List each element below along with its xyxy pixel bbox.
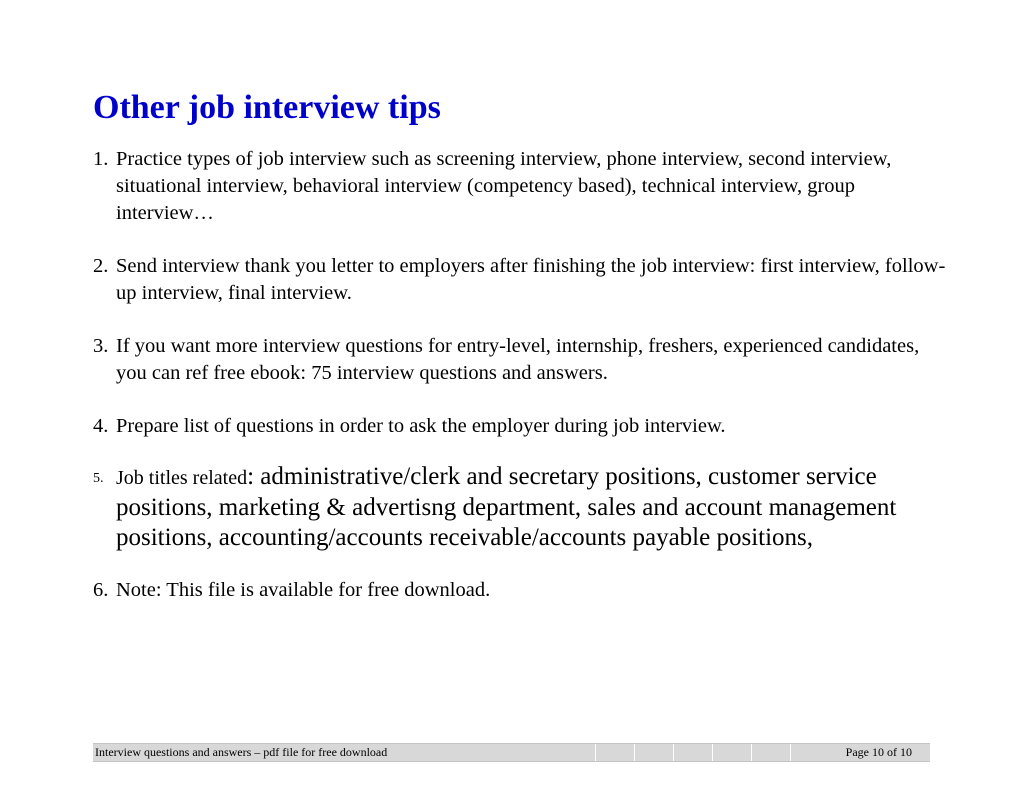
footer-title: Interview questions and answers – pdf file for free download	[95, 745, 388, 759]
tip-item-4	[93, 413, 953, 440]
tip-text: Send interview thank you letter to employers after finishing the job interview: first interview, follow-up interview, final interview.	[116, 255, 946, 304]
tip-lead: Job titles related	[116, 467, 248, 489]
tip-text: Note: This file is available for free download.	[116, 579, 491, 601]
tip-number: 1.	[93, 148, 109, 170]
tip-text: : administrative/clerk and secretary positions, customer service positions, marketing & advertisng department, sales and account management positions, accounting/accounts receivable/accounts payable positions,	[116, 463, 897, 551]
footer-cell	[595, 744, 634, 761]
tip-text: If you want more interview questions for entry-level, internship, freshers, experienced candidates, you can ref free ebook: 75 interview questions and answers.	[116, 335, 920, 384]
tip-text: Practice types of job interview such as screening interview, phone interview, second interview, situational interview, behavioral interview (competency based), technical interview, group interview…	[116, 148, 892, 224]
tip-number: 6.	[93, 579, 109, 601]
tip-item-2	[93, 253, 953, 307]
tip-item-5	[93, 462, 953, 553]
footer-cell	[673, 744, 712, 761]
page-footer	[93, 743, 930, 762]
footer-cells	[387, 744, 790, 761]
tip-item-6	[93, 577, 953, 604]
tip-item-3	[93, 333, 953, 387]
tip-number: 5.	[93, 471, 104, 486]
tip-number: 4.	[93, 415, 109, 437]
page-number: Page 10 of 10	[790, 744, 930, 761]
tip-text: Prepare list of questions in order to ask the employer during job interview.	[116, 415, 726, 437]
tip-number: 3.	[93, 335, 109, 357]
footer-cell	[712, 744, 751, 761]
footer-cell	[751, 744, 790, 761]
page-title: Other job interview tips	[93, 89, 441, 126]
footer-cell	[634, 744, 673, 761]
tip-number: 2.	[93, 255, 109, 277]
tips-list	[93, 146, 953, 604]
tip-item-1	[93, 146, 953, 227]
